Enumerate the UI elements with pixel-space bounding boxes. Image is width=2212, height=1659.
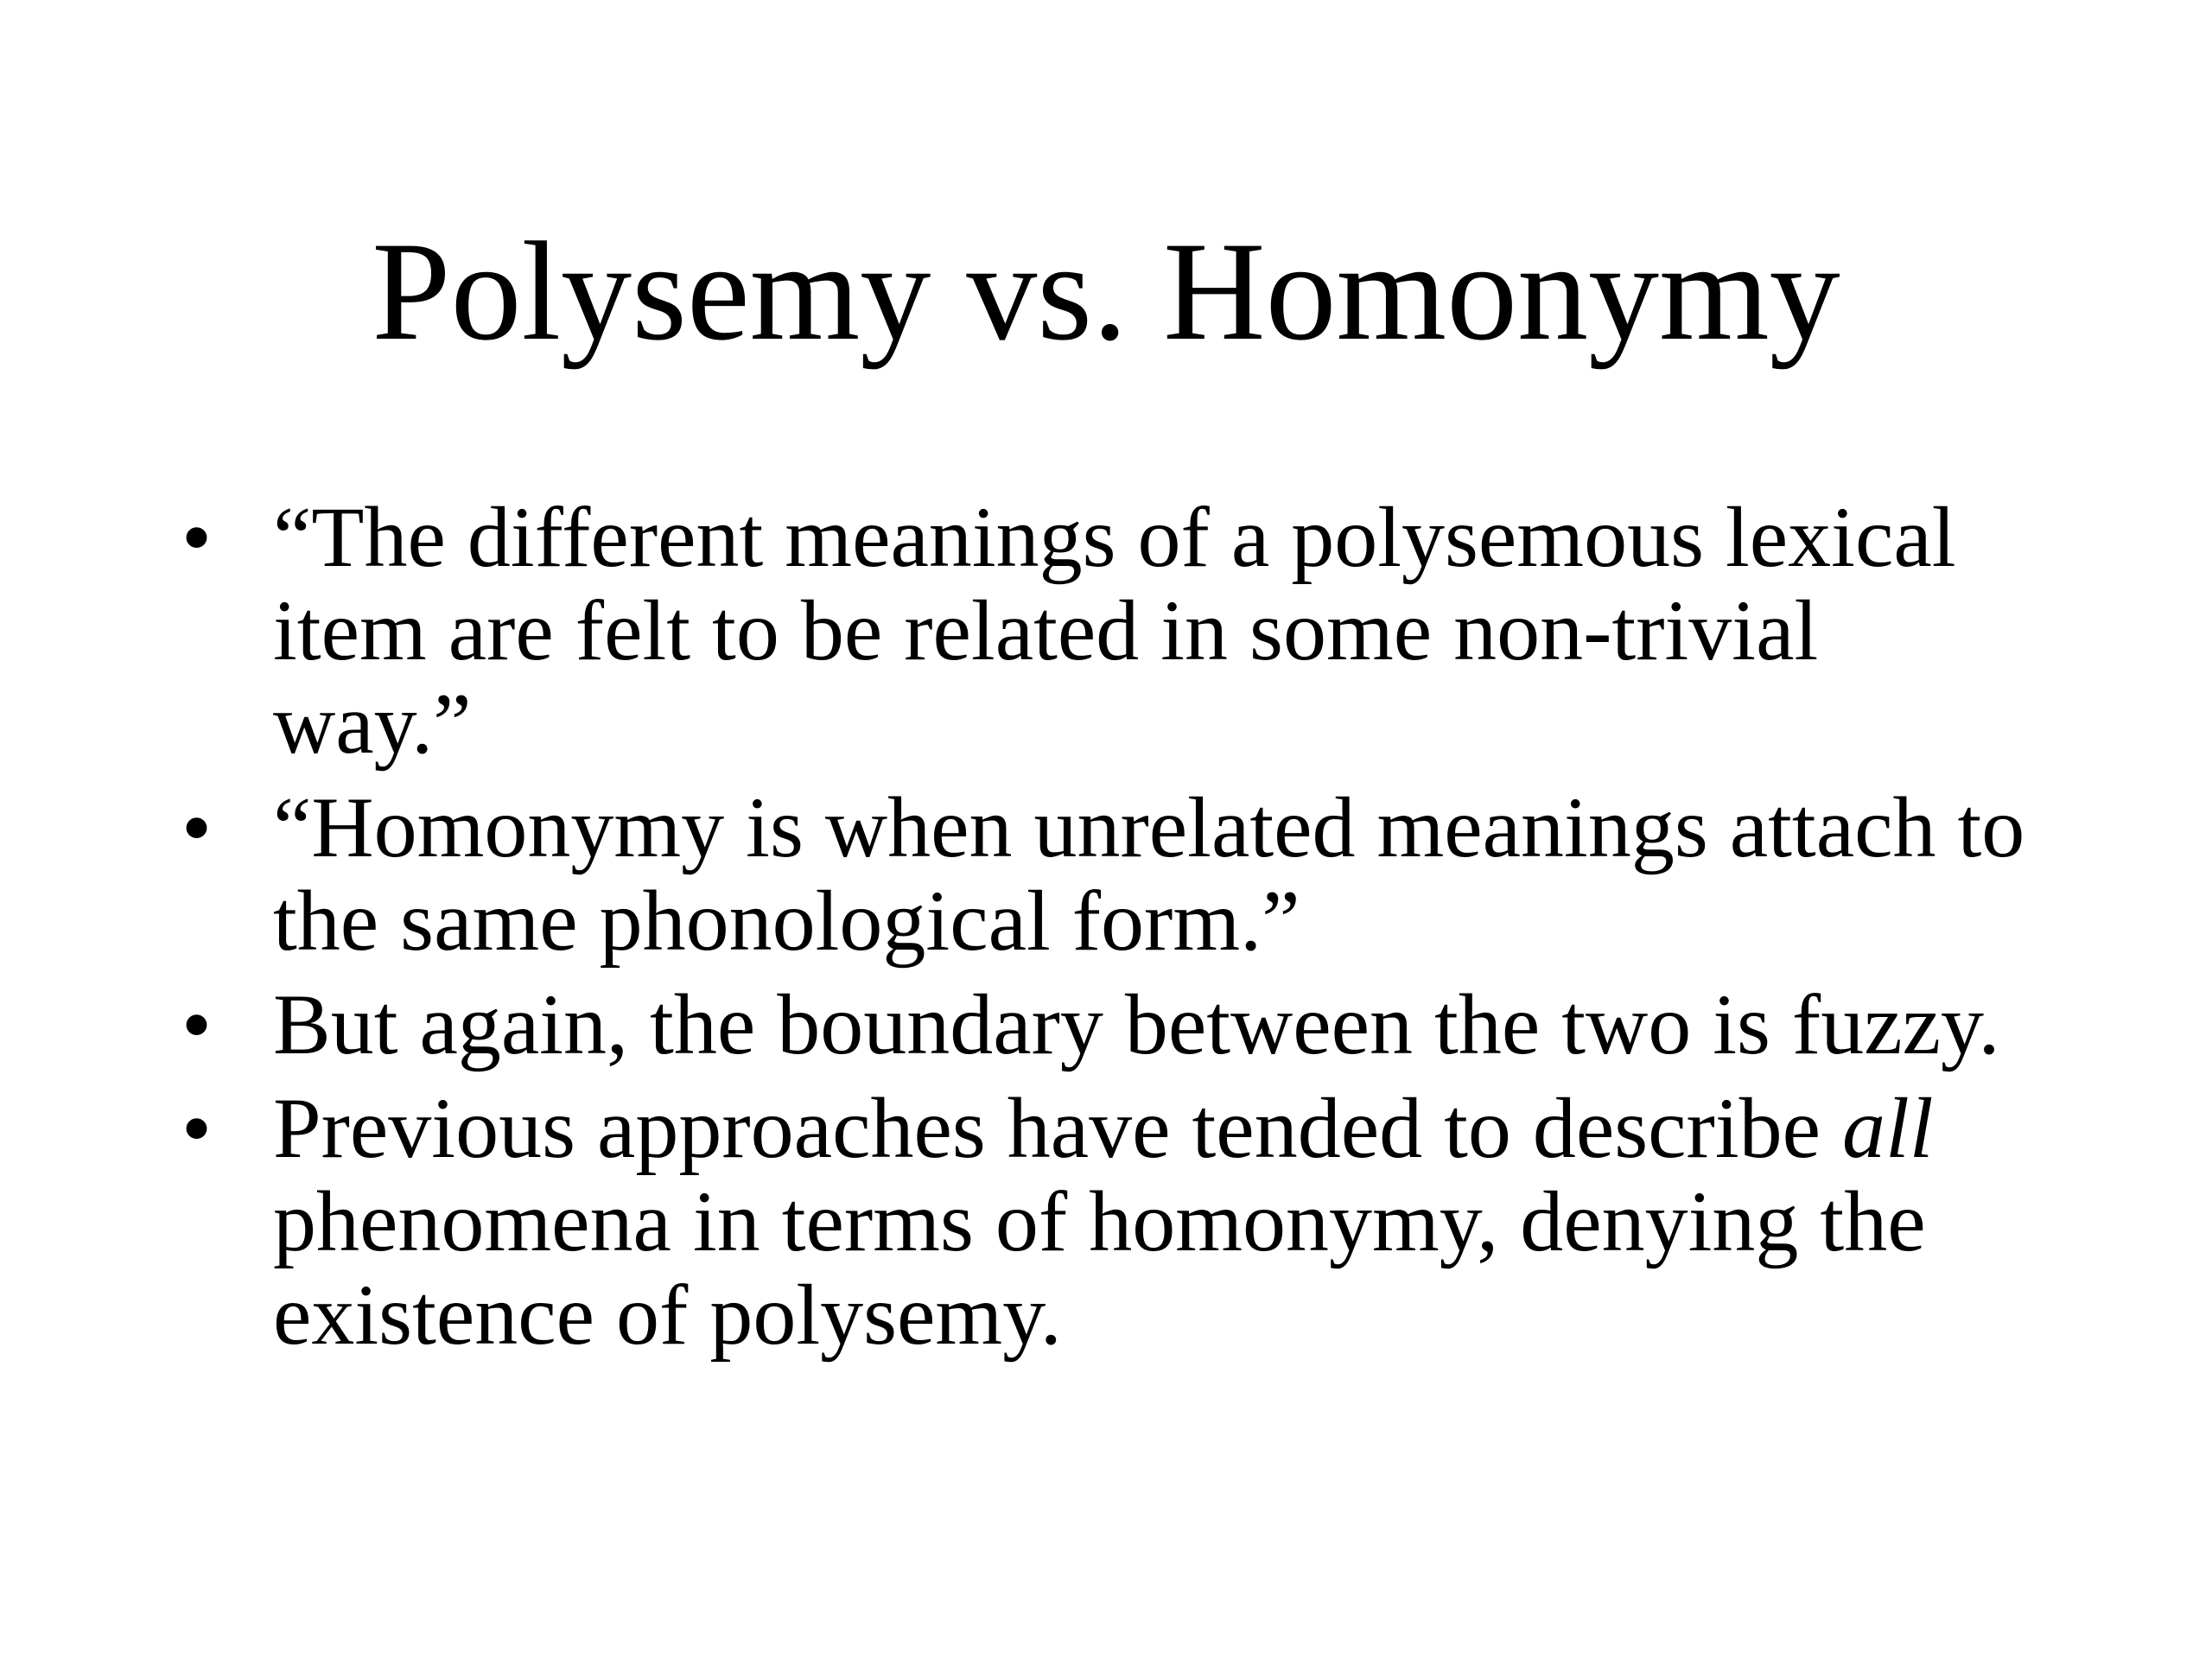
bullet-text-line: “The different meanings of a polysemous lexical [273,489,1956,585]
bullet-text-line: But again, the boundary between the two is fuzzy. [273,976,2000,1072]
bullet-icon: • [181,976,213,1072]
bullet-text-line: the same phonological form.” [273,873,1300,969]
bullet-item-previous-approaches [181,1082,2126,1362]
bullet-icon: • [181,1080,213,1176]
bullet-text-line: item are felt to be related in some non-trivial [273,582,1819,678]
slide-title: Polysemy vs. Homonymy [372,213,1840,370]
bullet-item-polysemy-definition [181,491,2126,771]
bullet-item-fuzzy-boundary [181,978,2126,1071]
bullet-icon: • [181,489,213,585]
bullet-text-line [273,1082,2126,1175]
bullet-text-prefix: Previous approaches have tended to describe [273,1080,1843,1176]
bullet-list [181,491,2126,1372]
bullet-text-line: existence of polysemy. [273,1267,1062,1363]
bullet-text-line: “Homonymy is when unrelated meanings attach to [273,779,2025,875]
bullet-text-line: phenomena in terms of homonymy, denying the [273,1173,1926,1269]
emphasis-text: all [1842,1080,1934,1176]
bullet-text-line: way.” [273,676,472,772]
bullet-item-homonymy-definition [181,781,2126,968]
bullet-icon: • [181,779,213,875]
